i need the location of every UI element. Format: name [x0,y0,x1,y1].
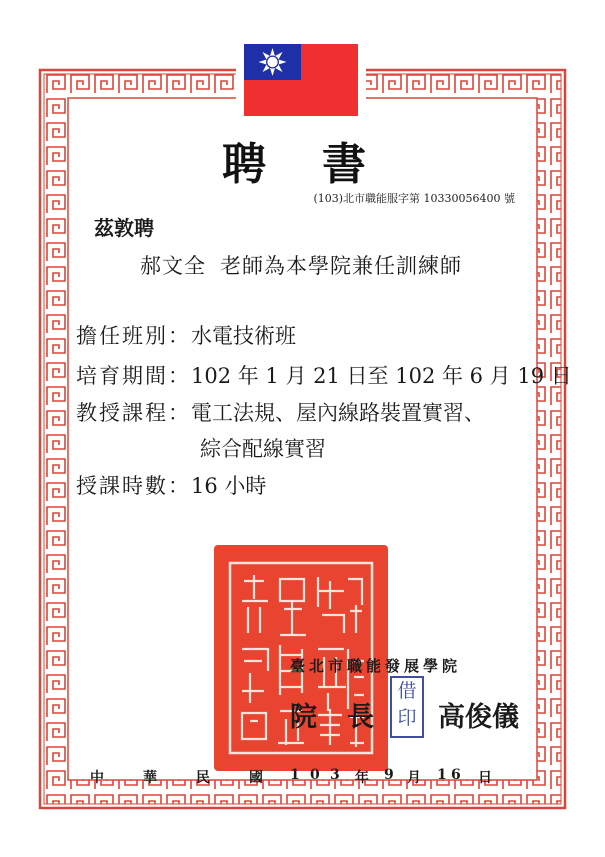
detail-label: 教授課程： [76,401,191,425]
date-char: 國 [249,770,263,786]
detail-label: 授課時數： [76,474,191,498]
appointment-line [140,250,462,280]
date-char: 民 [196,770,210,786]
detail-row-course-continued: 綜合配線實習 [200,437,326,461]
date-char: 華 [143,770,157,786]
detail-row-period [76,360,572,390]
detail-label: 培育期間： [76,364,191,388]
detail-value: 水電技術班 [191,324,296,348]
president-title-char-2: 長 [347,702,374,733]
date-char: 0 [310,767,320,783]
title-char-1: 聘 [222,139,266,190]
president-title-char-1: 院 [290,702,317,733]
detail-row-class [76,320,296,350]
date-char: 9 [384,767,394,783]
detail-row-course [76,397,485,427]
borrowed-seal-stamp: 借印 [390,676,424,738]
appointment-text: 老師為本學院兼任訓練師 [220,254,462,278]
date-char: 1 [437,767,447,783]
detail-row-hours [76,470,266,500]
detail-value: 102 年 1 月 21 日至 102 年 6 月 19 日 [191,364,572,388]
date-char: 月 [407,770,421,786]
document-number: (103)北市職能服字第 10330056400 號 [313,192,515,205]
date-char: 6 [451,767,461,783]
detail-label: 擔任班別： [76,324,191,348]
school-name: 臺北市職能發展學院 [290,657,462,675]
detail-value: 16 小時 [191,474,267,498]
date-char: 3 [330,767,340,783]
president-name: 高俊儀 [438,702,519,733]
taiwan-flag-icon [244,44,358,116]
date-char: 年 [355,770,369,786]
greeting: 茲敦聘 [94,216,154,240]
title-char-2: 書 [322,139,366,190]
date-char: 1 [290,767,300,783]
date-char: 中 [90,770,104,786]
appointee-name: 郝文全 [140,254,206,278]
date-char: 日 [478,770,492,786]
detail-value: 電工法規、屋內線路裝置實習、 [191,401,485,425]
